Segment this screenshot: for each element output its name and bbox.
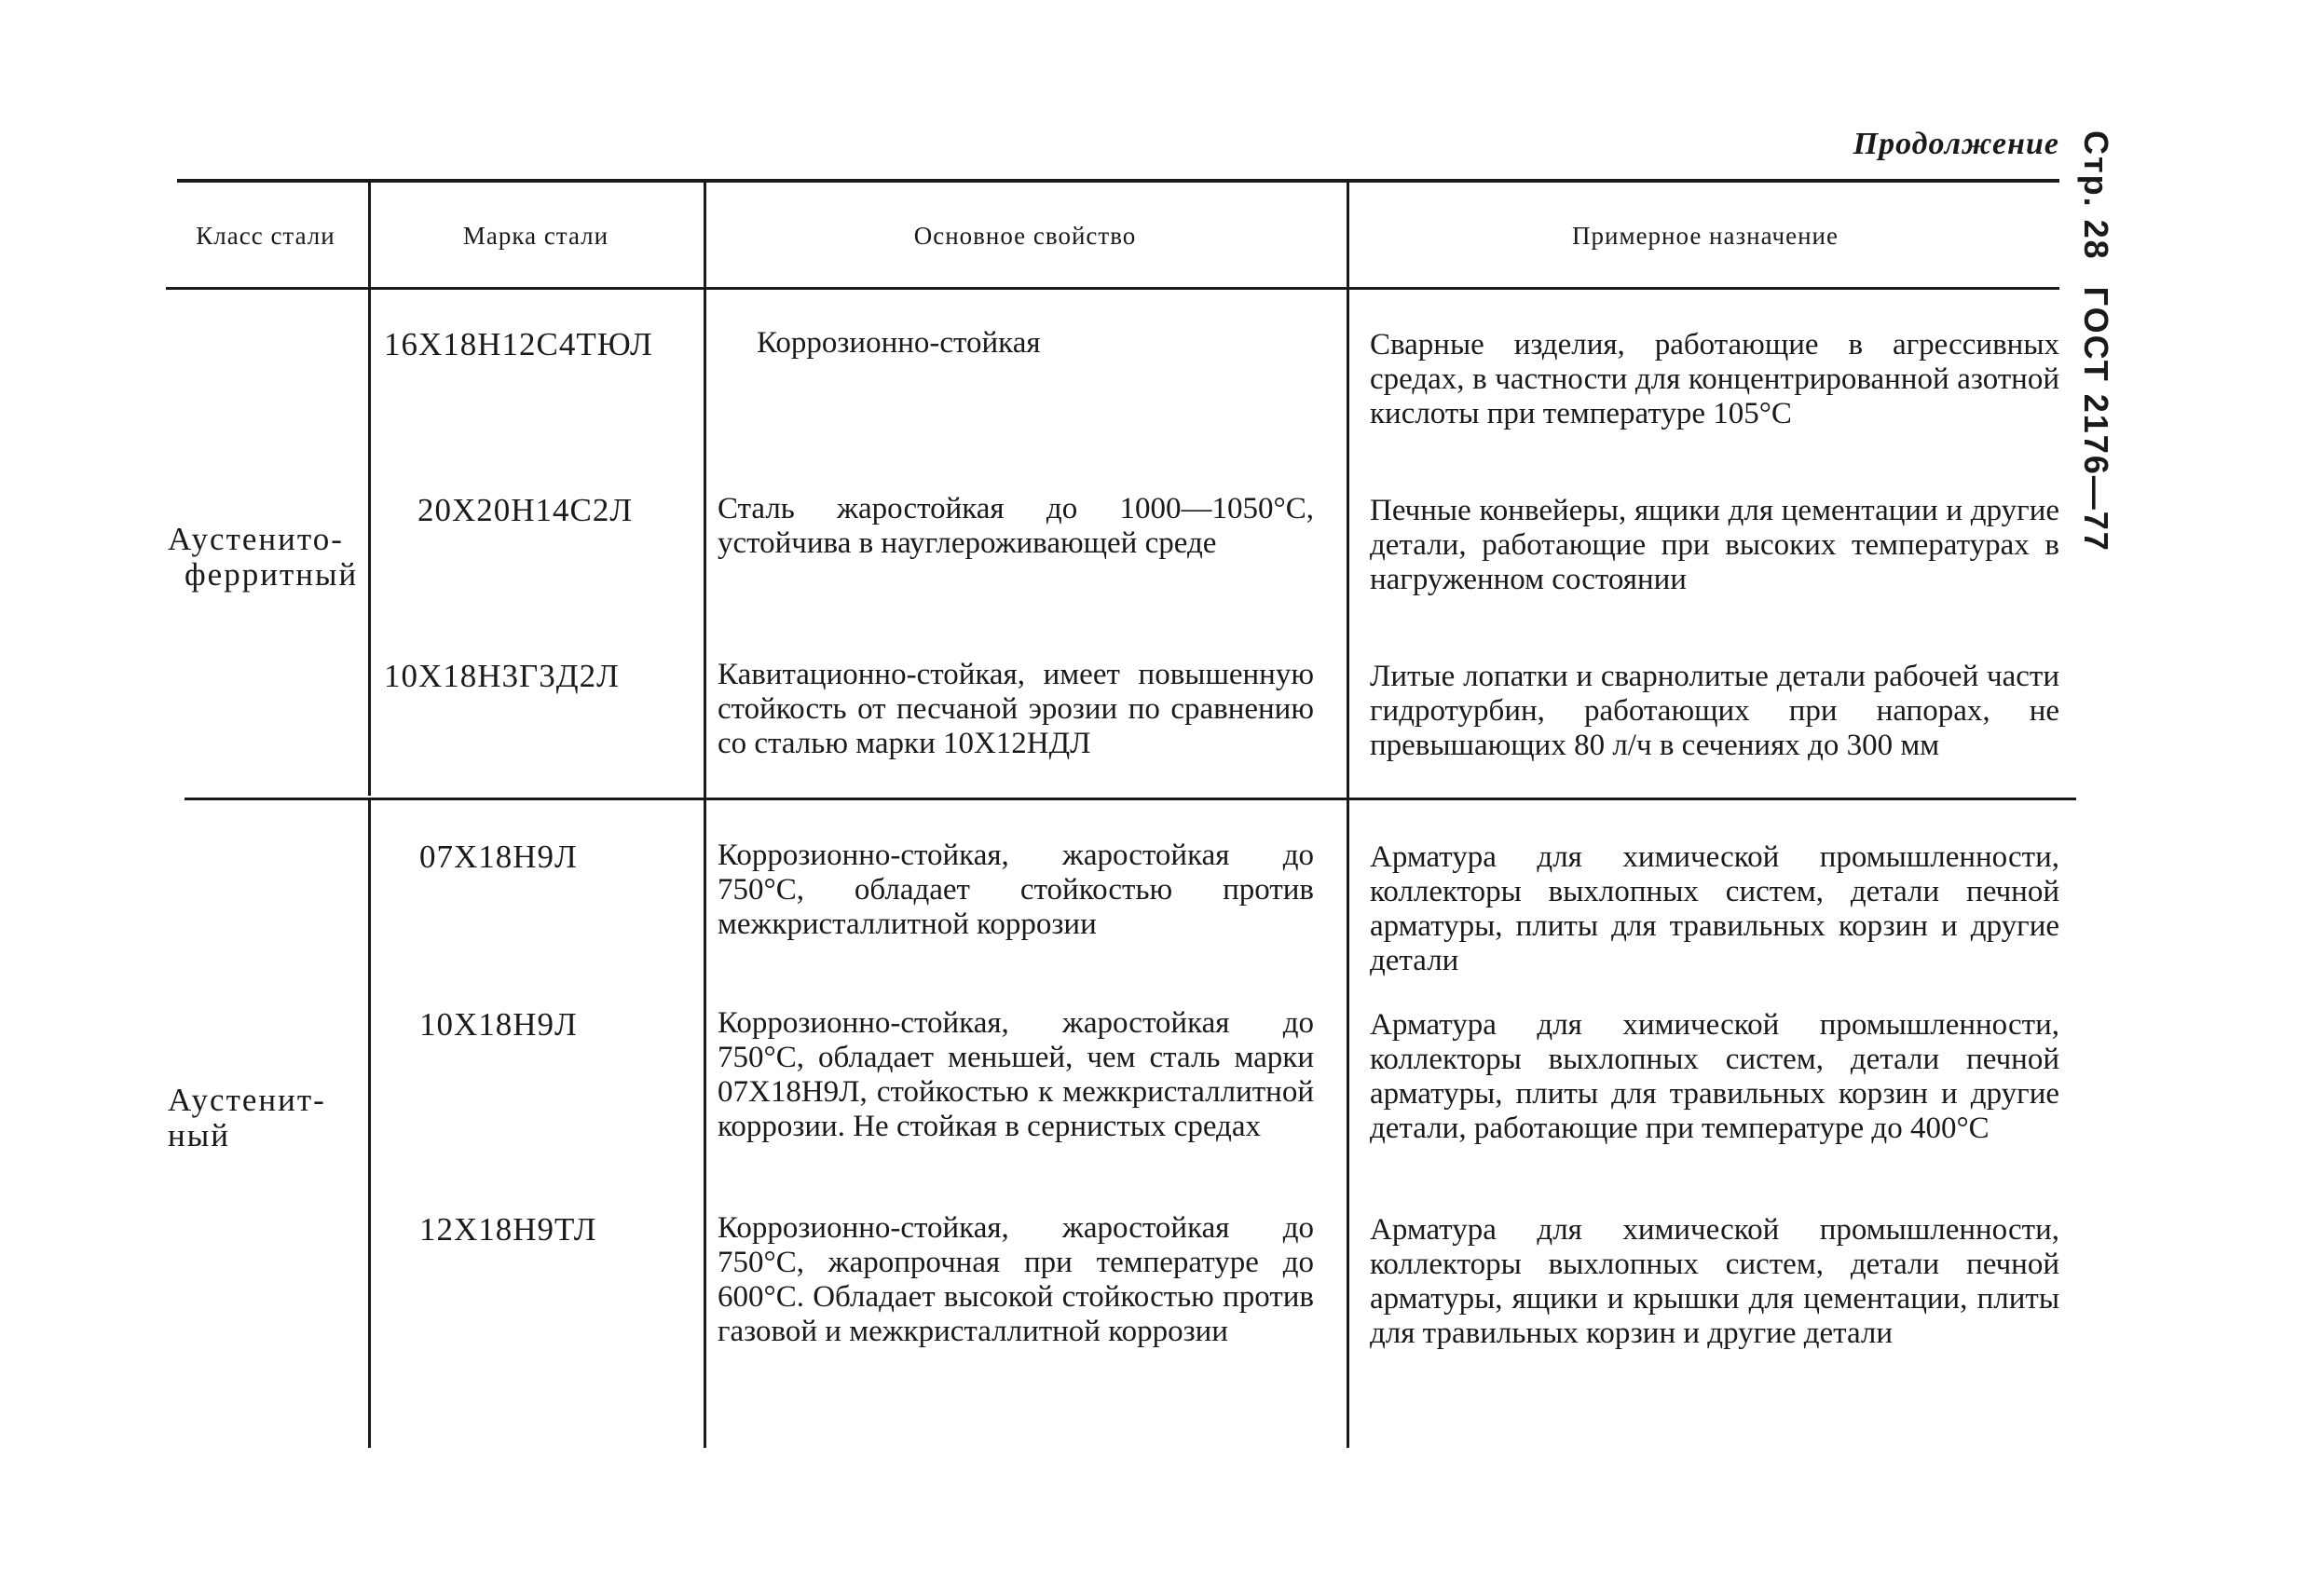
group-divider [185,798,2076,800]
header-rule [166,287,2059,290]
column-header-grade: Марка стали [462,222,609,250]
column-header-property: Основное свойство [913,222,1137,250]
steel-purpose: Арматура для химической промышленности, коллекторы выхлопных систем, детали печной арматуры, плиты для травильных корзин и другие детали, работающие при температуре до 400°С [1370,1008,2059,1145]
class-line: ный [168,1117,230,1153]
top-rule [177,179,2059,183]
class-line: Аустенит- [168,1082,326,1118]
col-divider-1b [368,799,371,1448]
steel-grade: 07Х18Н9Л [419,839,578,875]
steel-purpose: Арматура для химической промышленности, коллекторы выхлопных систем, детали печной арматуры, плиты для травильных корзин и другие детали [1370,840,2059,977]
col-divider-1 [368,181,371,796]
col-divider-3 [1347,181,1349,1448]
continuation-label: Продолжение [1853,127,2059,161]
steel-grade: 10Х18Н9Л [419,1006,578,1043]
steel-grade: 16Х18Н12С4ТЮЛ [384,326,653,362]
steel-property: Коррозионно-стойкая, жаростойкая до 750°С, обладает стойкостью против межкристаллитной коррозии [718,839,1314,941]
page-number: Стр. 28 [2077,130,2115,261]
steel-purpose: Печные конвейеры, ящики для цементации и другие детали, работающие при высоких температурах в нагруженном состоянии [1370,494,2059,596]
standard-number: ГОСТ 2176—77 [2077,286,2115,552]
steel-purpose: Сварные изделия, работающие в агрессивных средах, в частности для концентрированной азотной кислоты при температуре 105°С [1370,328,2059,430]
column-header-purpose: Примерное назначение [1572,222,1839,250]
column-header-class: Класс стали [196,222,335,250]
steel-property: Коррозионно-стойкая [757,326,1041,360]
steel-property: Сталь жаростойкая до 1000—1050°С, устойчива в науглероживающей среде [718,492,1314,560]
steel-purpose: Арматура для химической промышленности, коллекторы выхлопных систем, детали печной арматуры, ящики и крышки для цементации, плиты для травильных корзин и другие детали [1370,1213,2059,1350]
steel-purpose: Литые лопатки и сварнолитые детали рабочей части гидротурбин, работающих при напорах, не превышающих 80 л/ч в сечениях до 300 мм [1370,660,2059,762]
steel-class-austenitic [168,1083,326,1153]
class-line: ферритный [185,556,359,593]
steel-grade: 12Х18Н9ТЛ [419,1211,597,1248]
steel-property: Коррозионно-стойкая, жаростойкая до 750°С, жаропрочная при температуре до 600°С. Обладает высокой стойкостью против газовой и межкристаллитной коррозии [718,1211,1314,1348]
side-page-label [2076,130,2115,579]
steel-grade: 10Х18Н3Г3Д2Л [384,658,620,694]
steel-property: Коррозионно-стойкая, жаростойкая до 750°С, обладает меньшей, чем сталь марки 07Х18Н9Л, стойкостью к межкристаллитной коррозии. Не стойкая в сернистых средах [718,1006,1314,1143]
steel-grade: 20Х20Н14С2Л [417,492,634,528]
col-divider-2 [704,181,706,1448]
steel-class-austenitic-ferritic [168,522,358,593]
class-line: Аустенито- [168,521,344,557]
steel-property: Кавитационно-стойкая, имеет повышенную стойкость от песчаной эрозии по сравнению со сталью марки 10Х12НДЛ [718,658,1314,760]
